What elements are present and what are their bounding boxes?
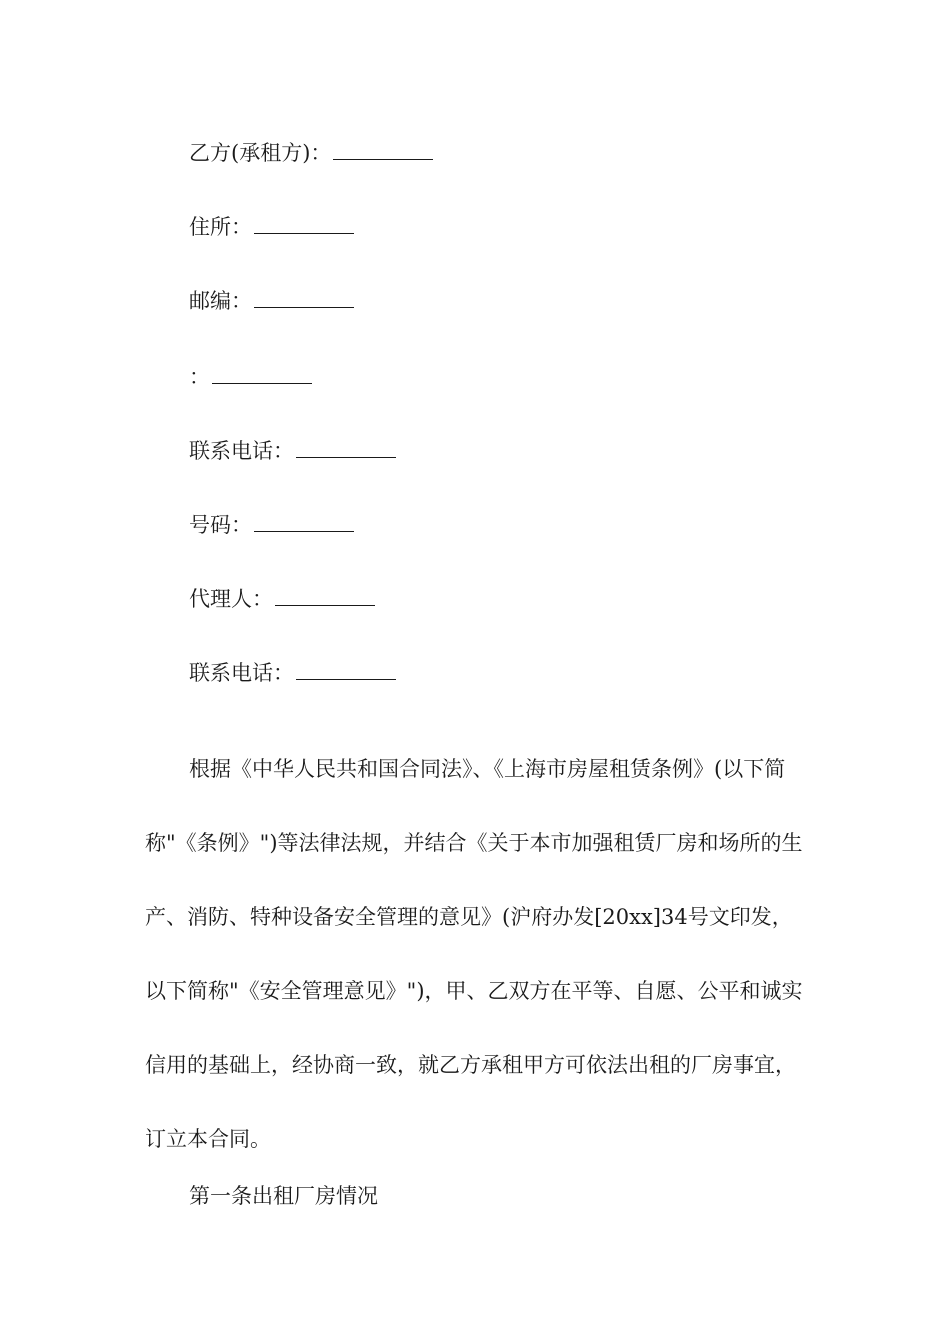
id-number-field	[189, 510, 354, 540]
fill-in-blank	[275, 587, 375, 606]
lessee-party-field	[189, 138, 433, 168]
section-heading: 第一条出租厂房情况	[189, 1184, 378, 1208]
fill-in-blank	[254, 215, 354, 234]
field-label: 住所：	[189, 215, 252, 239]
field-label: 号码：	[189, 513, 252, 537]
fill-in-blank	[254, 513, 354, 532]
agent-field	[189, 584, 375, 614]
field-label: 联系电话：	[189, 661, 294, 685]
fill-in-blank	[333, 141, 433, 160]
field-label: 代理人：	[189, 587, 273, 611]
field-label: 邮编：	[189, 289, 252, 313]
field-label: 乙方(承租方)：	[189, 141, 332, 165]
address-field	[189, 212, 354, 242]
field-label: ：	[189, 365, 210, 389]
fill-in-blank	[296, 439, 396, 458]
postcode-field	[189, 286, 354, 316]
phone-field	[189, 436, 396, 466]
unnamed-field	[189, 362, 312, 392]
fill-in-blank	[296, 661, 396, 680]
field-label: 联系电话：	[189, 439, 294, 463]
agent-phone-field	[189, 658, 396, 688]
fill-in-blank	[254, 289, 354, 308]
fill-in-blank	[212, 365, 312, 384]
contract-preamble-paragraph: 根据《中华人民共和国合同法》、《上海市房屋租赁条例》(以下简称"《条例》")等法律法规，并结合《关于本市加强租赁厂房和场所的生产、消防、特种设备安全管理的意见》(沪府办发[20xx]34号文印发，以下简称"《安全管理意见》")，甲、乙双方在平等、自愿、公平和诚实信用的基础上，经协商一致，就乙方承租甲方可依法出租的厂房事宜，订立本合同。	[145, 757, 803, 1151]
